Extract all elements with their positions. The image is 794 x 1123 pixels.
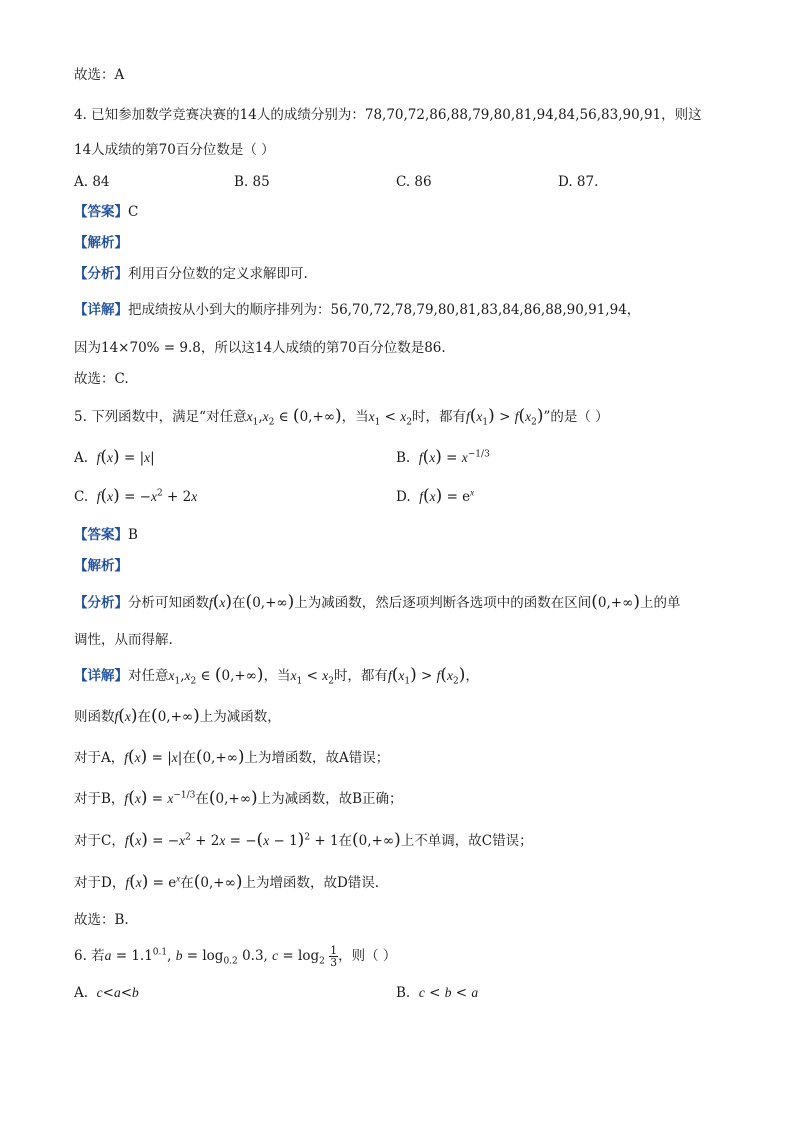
xiangjie-tag: 【详解】 xyxy=(74,302,128,318)
calc-prefix: 因为 xyxy=(74,340,101,356)
q6-option-a: A. c<a<b xyxy=(74,985,139,1001)
jiexi-tag: 【解析】 xyxy=(74,235,128,251)
q5-fenxi-cont: 调性，从而得解. xyxy=(74,632,173,648)
q6-option-b: B. c < b < a xyxy=(396,985,479,1001)
q4-fenxi xyxy=(74,264,308,284)
question-4-stem: 4. 已知参加数学竞赛决赛的14人的成绩分别为：78,70,72,86,88,79,80,81,94,84,56,83,90,91，则这 xyxy=(74,107,702,123)
q4-option-a: A. 84 xyxy=(74,174,110,190)
q4-jiexi xyxy=(74,233,128,253)
q5-option-b: B. $f(x) = x^{-1/3}$ xyxy=(396,447,490,467)
question-5-stem: 5. 下列函数中，满足“对任意$x_1,x_2$ ∈ (0,+∞)，当$x_1 < x_2$时，都有$f(x_1) > f(x_2)$”的是（ ） xyxy=(74,406,609,428)
q4-option-c: C. 86 xyxy=(396,174,432,190)
q4-option-d: D. 87. xyxy=(558,174,599,190)
q5-jiexi: 【解析】 xyxy=(74,558,128,574)
xiangjie-text: 把成绩按从小到大的顺序排列为：56,70,72,78,79,80,81,83,84,86,88,90,91,94， xyxy=(128,302,641,318)
q5-decreasing: 则函数f(x)在(0,+∞)上为减函数， xyxy=(74,706,281,726)
q5-case-a: 对于A，f(x) = |x|在(0,+∞)上为增函数，故A错误； xyxy=(74,747,390,767)
question-6-stem: 6. 若$a = 1.1^{0.1}$, $b = \log_{0.2} 0.3$, $c = \log_2$ $\frac{1}{3}$ ，则（ ） xyxy=(74,944,397,969)
q5-option-c: C. $f(x) = -x^2 + 2x$ xyxy=(74,486,198,506)
q5-xiangjie: 【详解】对任意$x_1,x_2$ ∈ (0,+∞)，当$x_1 < x_2$时，都有$f(x_1) > f(x_2)$， xyxy=(74,665,479,687)
q5-option-a: A. f(x) = |x| xyxy=(74,447,155,467)
line-guxuan-c: 故选：C. xyxy=(74,371,129,387)
q4-calc xyxy=(74,338,446,358)
q5-case-c: 对于C，$f(x) = -x^2 + 2x = -(x - 1)^2 + 1$在(0,+∞)上不单调，故C错误； xyxy=(74,830,533,850)
calc-formula: 14×70% = 9.8 xyxy=(101,340,201,356)
question-4-stem-cont: 14人成绩的第70百分位数是（ ） xyxy=(74,142,275,158)
answer-value: C xyxy=(128,204,139,220)
fenxi-text: 利用百分位数的定义求解即可. xyxy=(128,266,308,282)
q5-fenxi: 【分析】分析可知函数f(x)在(0,+∞)上为减函数，然后逐项判断各选项中的函数在区间(0,+∞)上的单 xyxy=(74,592,681,612)
q5-answer: 【答案】B xyxy=(74,527,138,543)
q4-xiangjie xyxy=(74,300,640,320)
q4-answer xyxy=(74,202,138,222)
q5-case-b: 对于B，$f(x) = x^{-1/3}$在(0,+∞)上为减函数，故B正确； xyxy=(74,788,403,808)
q5-option-d: D. $f(x) = e^x$ xyxy=(396,486,475,506)
line-guxuan-a: 故选：A xyxy=(74,67,125,83)
q4-option-b: B. 85 xyxy=(234,174,270,190)
q5-case-d: 对于D，$f(x) = e^x$在(0,+∞)上为增函数，故D错误. xyxy=(74,872,380,892)
line-guxuan-b: 故选：B. xyxy=(74,912,129,928)
calc-suffix: ，所以这14人成绩的第70百分位数是86. xyxy=(200,340,446,356)
fenxi-tag: 【分析】 xyxy=(74,266,128,282)
answer-tag: 【答案】 xyxy=(74,204,128,220)
